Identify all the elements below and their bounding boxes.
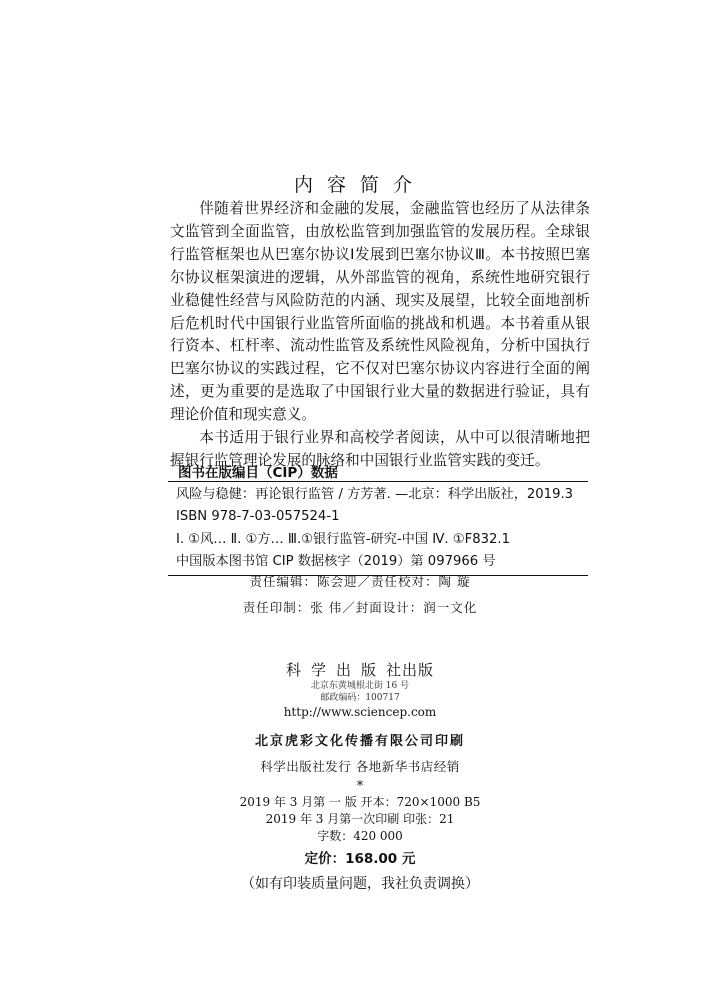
cip-isbn-line: ISBN 978-7-03-057524-1 <box>176 509 340 525</box>
publisher-name-main: 科学出版 <box>285 661 386 679</box>
edition-line: 2019 年 3 月第 一 版 开本：720×1000 B5 <box>239 795 481 809</box>
cip-title-line: 风险与稳健：再论银行监管 / 方芳著. —北京：科学出版社，2019.3 <box>176 487 574 502</box>
publisher-block <box>0 660 720 893</box>
publisher-name <box>0 660 720 680</box>
cip-classification-line: Ⅰ. ①风… Ⅱ. ①方… Ⅲ.①银行监管-研究-中国 Ⅳ. ①F832.1 <box>176 531 510 547</box>
publisher-postcode: 邮政编码：100717 <box>320 693 400 703</box>
printer-name: 北京虎彩文化传播有限公司印刷 <box>254 734 465 749</box>
summary-paragraph-1: 伴随着世界经济和金融的发展，金融监管也经历了从法律条文监管到全面监管，由放松监管到加强监管的发展历程。全球银行监管框架也从巴塞尔协议Ⅰ发展到巴塞尔协议Ⅲ。本书按照巴塞尔协议框架演进的逻辑，从外部监管的视角，系统性地研究银行业稳健性经营与风险防范的内涵、现实及展望，比较全面地剖析后危机时代中国银行业监管所面临的挑战和机遇。本书着重从银行资本、杠杆率、流动性监管及系统性风险视角，分析中国执行巴塞尔协议的实践过程，它不仅对巴塞尔协议内容进行全面的阐述，更为重要的是选取了中国银行业大量的数据进行验证，具有理论价值和现实意义。 <box>170 200 590 424</box>
staff-design-line: 责任印制：张 伟／封面设计：润一文化 <box>242 600 478 615</box>
word-count: 字数：420 000 <box>317 829 403 843</box>
separator-star: * <box>356 779 364 794</box>
price-line: 定价：168.00 元 <box>304 851 416 867</box>
cip-record-line: 中国版本图书馆 CIP 数据核字（2019）第 097966 号 <box>176 553 496 569</box>
summary-body <box>170 198 590 473</box>
quality-notice: （如有印装质量问题，我社负责调换） <box>241 876 479 892</box>
publisher-name-suffix: 社出版 <box>386 661 435 679</box>
publisher-url: http://www.sciencep.com <box>283 705 437 719</box>
summary-title: 内容简介 <box>293 174 426 196</box>
printing-line: 2019 年 3 月第一次印刷 印张：21 <box>265 812 455 826</box>
publisher-address: 北京东黄城根北街 16 号 <box>310 681 410 691</box>
cip-heading: 图书在版编目（CIP）数据 <box>178 465 338 481</box>
summary-paragraph-2: 本书适用于银行业界和高校学者阅读，从中可以很清晰地把握银行监管理论发展的脉络和中国银行业监管实践的变迁。 <box>170 429 590 469</box>
staff-editors-line: 责任编辑：陈会迎／责任校对：陶 璇 <box>249 574 471 589</box>
distribution-line: 科学出版社发行 各地新华书店经销 <box>260 759 460 774</box>
cip-data-box <box>168 481 588 576</box>
